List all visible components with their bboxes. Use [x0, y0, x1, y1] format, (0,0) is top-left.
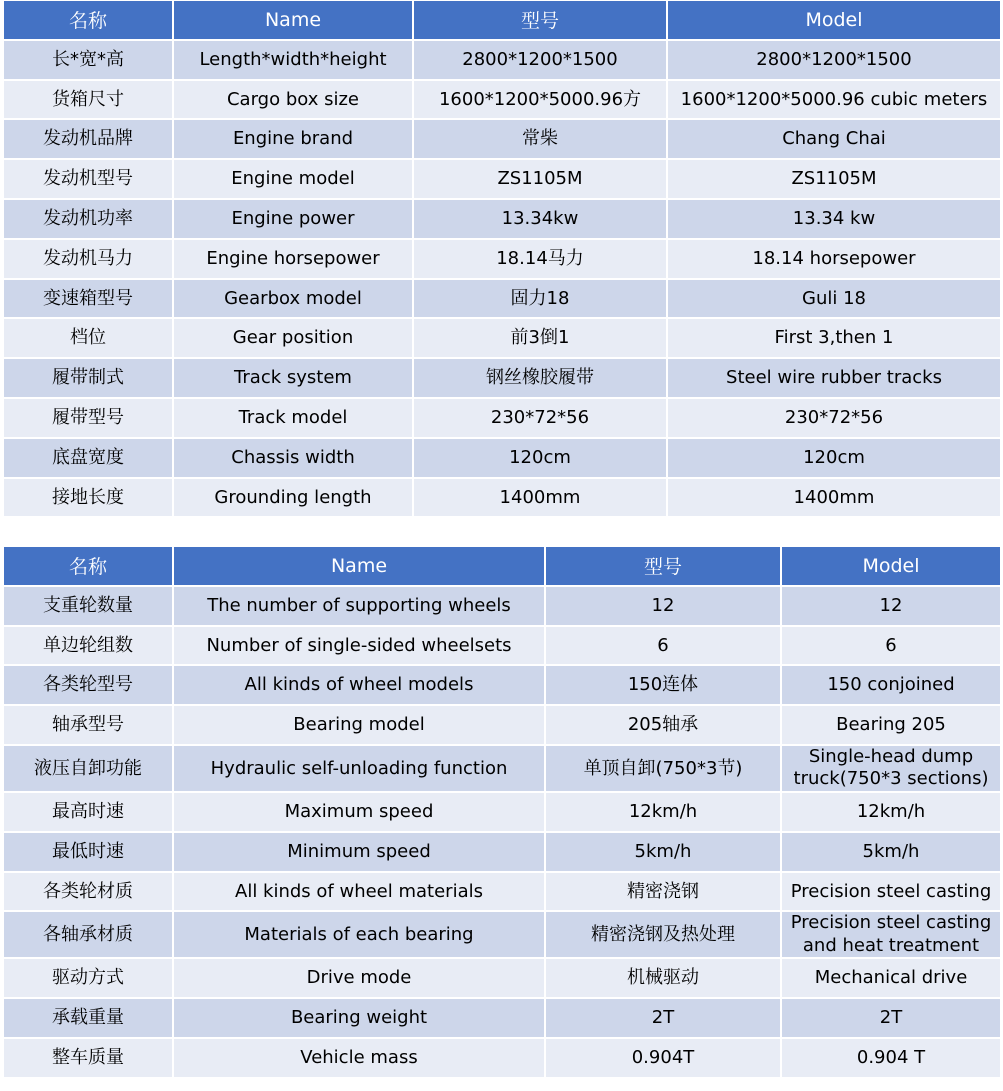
- cell-chinese-name: 履带制式: [4, 359, 174, 399]
- cell-english-model: 1400mm: [668, 479, 1000, 519]
- cell-chinese-model: 精密浇钢: [546, 873, 782, 913]
- cell-chinese-name: 承载重量: [4, 999, 174, 1039]
- cell-chinese-name: 整车质量: [4, 1039, 174, 1079]
- table-row: [4, 160, 1000, 200]
- table-row: [4, 399, 1000, 439]
- table-row: [4, 439, 1000, 479]
- cell-english-name: All kinds of wheel models: [174, 666, 546, 706]
- cell-english-model: 0.904 T: [782, 1039, 1000, 1079]
- cell-chinese-name: 液压自卸功能: [4, 746, 174, 793]
- cell-english-name: Hydraulic self-unloading function: [174, 746, 546, 793]
- cell-english-model: 1600*1200*5000.96 cubic meters: [668, 81, 1000, 121]
- cell-english-model: 230*72*56: [668, 399, 1000, 439]
- cell-english-name: Bearing weight: [174, 999, 546, 1039]
- cell-english-model: Precision steel casting: [782, 873, 1000, 913]
- cell-english-name: Engine horsepower: [174, 240, 414, 280]
- cell-chinese-name: 档位: [4, 319, 174, 359]
- header-chinese-model: 型号: [414, 1, 668, 41]
- table-row: [4, 240, 1000, 280]
- table-row: [4, 587, 1000, 627]
- cell-english-model: 13.34 kw: [668, 200, 1000, 240]
- cell-chinese-model: ZS1105M: [414, 160, 668, 200]
- cell-english-model: Bearing 205: [782, 706, 1000, 746]
- cell-chinese-model: 150连体: [546, 666, 782, 706]
- cell-chinese-model: 固力18: [414, 280, 668, 320]
- cell-chinese-model: 精密浇钢及热处理: [546, 912, 782, 959]
- spec-table-wheels-performance: [4, 547, 1000, 1079]
- cell-chinese-model: 5km/h: [546, 833, 782, 873]
- cell-chinese-model: 单顶自卸(750*3节): [546, 746, 782, 793]
- cell-chinese-name: 各类轮材质: [4, 873, 174, 913]
- cell-chinese-model: 常柴: [414, 120, 668, 160]
- cell-english-model: ZS1105M: [668, 160, 1000, 200]
- cell-english-name: Vehicle mass: [174, 1039, 546, 1079]
- cell-english-model: 2T: [782, 999, 1000, 1039]
- table-row: [4, 912, 1000, 959]
- header-chinese-model: 型号: [546, 547, 782, 587]
- header-chinese-name: 名称: [4, 1, 174, 41]
- table-row: [4, 1039, 1000, 1079]
- cell-chinese-model: 18.14马力: [414, 240, 668, 280]
- cell-english-name: Engine brand: [174, 120, 414, 160]
- cell-english-model: 120cm: [668, 439, 1000, 479]
- cell-chinese-name: 货箱尺寸: [4, 81, 174, 121]
- cell-chinese-name: 发动机马力: [4, 240, 174, 280]
- table-row: [4, 999, 1000, 1039]
- cell-chinese-model: 2800*1200*1500: [414, 41, 668, 81]
- cell-chinese-model: 6: [546, 627, 782, 667]
- header-chinese-name: 名称: [4, 547, 174, 587]
- cell-chinese-model: 12: [546, 587, 782, 627]
- table-row: [4, 706, 1000, 746]
- cell-english-model: Steel wire rubber tracks: [668, 359, 1000, 399]
- cell-english-name: Engine power: [174, 200, 414, 240]
- cell-english-model: 5km/h: [782, 833, 1000, 873]
- cell-chinese-name: 单边轮组数: [4, 627, 174, 667]
- cell-chinese-name: 驱动方式: [4, 959, 174, 999]
- cell-chinese-model: 机械驱动: [546, 959, 782, 999]
- header-english-name: Name: [174, 547, 546, 587]
- cell-english-name: Track model: [174, 399, 414, 439]
- cell-chinese-name: 轴承型号: [4, 706, 174, 746]
- spec-table-engine-chassis: [4, 1, 1000, 518]
- cell-english-name: Materials of each bearing: [174, 912, 546, 959]
- cell-english-name: Length*width*height: [174, 41, 414, 81]
- cell-chinese-model: 1400mm: [414, 479, 668, 519]
- cell-english-name: Maximum speed: [174, 793, 546, 833]
- cell-english-name: Gear position: [174, 319, 414, 359]
- cell-english-name: Track system: [174, 359, 414, 399]
- cell-english-name: Grounding length: [174, 479, 414, 519]
- cell-english-name: All kinds of wheel materials: [174, 873, 546, 913]
- cell-chinese-name: 发动机功率: [4, 200, 174, 240]
- table-row: [4, 120, 1000, 160]
- cell-english-name: The number of supporting wheels: [174, 587, 546, 627]
- cell-chinese-model: 2T: [546, 999, 782, 1039]
- cell-chinese-name: 长*宽*高: [4, 41, 174, 81]
- cell-english-model: Mechanical drive: [782, 959, 1000, 999]
- cell-chinese-model: 120cm: [414, 439, 668, 479]
- cell-english-name: Cargo box size: [174, 81, 414, 121]
- table-row: [4, 359, 1000, 399]
- header-english-model: Model: [668, 1, 1000, 41]
- table-row: [4, 666, 1000, 706]
- cell-english-model: First 3,then 1: [668, 319, 1000, 359]
- table-row: [4, 280, 1000, 320]
- cell-english-model: 6: [782, 627, 1000, 667]
- cell-english-name: Engine model: [174, 160, 414, 200]
- cell-chinese-model: 12km/h: [546, 793, 782, 833]
- cell-chinese-name: 变速箱型号: [4, 280, 174, 320]
- cell-chinese-name: 各类轮型号: [4, 666, 174, 706]
- cell-english-model: Guli 18: [668, 280, 1000, 320]
- table-row: [4, 959, 1000, 999]
- cell-chinese-name: 支重轮数量: [4, 587, 174, 627]
- cell-chinese-name: 发动机品牌: [4, 120, 174, 160]
- cell-chinese-model: 钢丝橡胶履带: [414, 359, 668, 399]
- cell-chinese-model: 0.904T: [546, 1039, 782, 1079]
- cell-chinese-name: 底盘宽度: [4, 439, 174, 479]
- table-row: [4, 200, 1000, 240]
- cell-chinese-model: 205轴承: [546, 706, 782, 746]
- cell-english-model: 18.14 horsepower: [668, 240, 1000, 280]
- cell-chinese-name: 最低时速: [4, 833, 174, 873]
- cell-chinese-name: 履带型号: [4, 399, 174, 439]
- cell-english-name: Drive mode: [174, 959, 546, 999]
- cell-english-model: 150 conjoined: [782, 666, 1000, 706]
- cell-english-name: Number of single-sided wheelsets: [174, 627, 546, 667]
- cell-chinese-model: 前3倒1: [414, 319, 668, 359]
- table-row: [4, 627, 1000, 667]
- table-row: [4, 319, 1000, 359]
- table-row: [4, 833, 1000, 873]
- table-row: [4, 873, 1000, 913]
- cell-english-model: 12km/h: [782, 793, 1000, 833]
- cell-english-model: Single-head dump truck(750*3 sections): [782, 746, 1000, 793]
- table-row: [4, 81, 1000, 121]
- table-row: [4, 746, 1000, 793]
- cell-chinese-model: 230*72*56: [414, 399, 668, 439]
- cell-english-name: Minimum speed: [174, 833, 546, 873]
- header-english-name: Name: [174, 1, 414, 41]
- cell-english-name: Chassis width: [174, 439, 414, 479]
- cell-chinese-model: 1600*1200*5000.96方: [414, 81, 668, 121]
- cell-english-model: 12: [782, 587, 1000, 627]
- table-row: [4, 479, 1000, 519]
- cell-chinese-name: 接地长度: [4, 479, 174, 519]
- header-english-model: Model: [782, 547, 1000, 587]
- table-header-row: [4, 547, 1000, 587]
- cell-chinese-name: 最高时速: [4, 793, 174, 833]
- cell-english-model: 2800*1200*1500: [668, 41, 1000, 81]
- cell-chinese-model: 13.34kw: [414, 200, 668, 240]
- table-row: [4, 41, 1000, 81]
- cell-english-model: Precision steel casting and heat treatment: [782, 912, 1000, 959]
- table-header-row: [4, 1, 1000, 41]
- table-row: [4, 793, 1000, 833]
- cell-chinese-name: 各轴承材质: [4, 912, 174, 959]
- cell-english-name: Gearbox model: [174, 280, 414, 320]
- cell-chinese-name: 发动机型号: [4, 160, 174, 200]
- cell-english-name: Bearing model: [174, 706, 546, 746]
- cell-english-model: Chang Chai: [668, 120, 1000, 160]
